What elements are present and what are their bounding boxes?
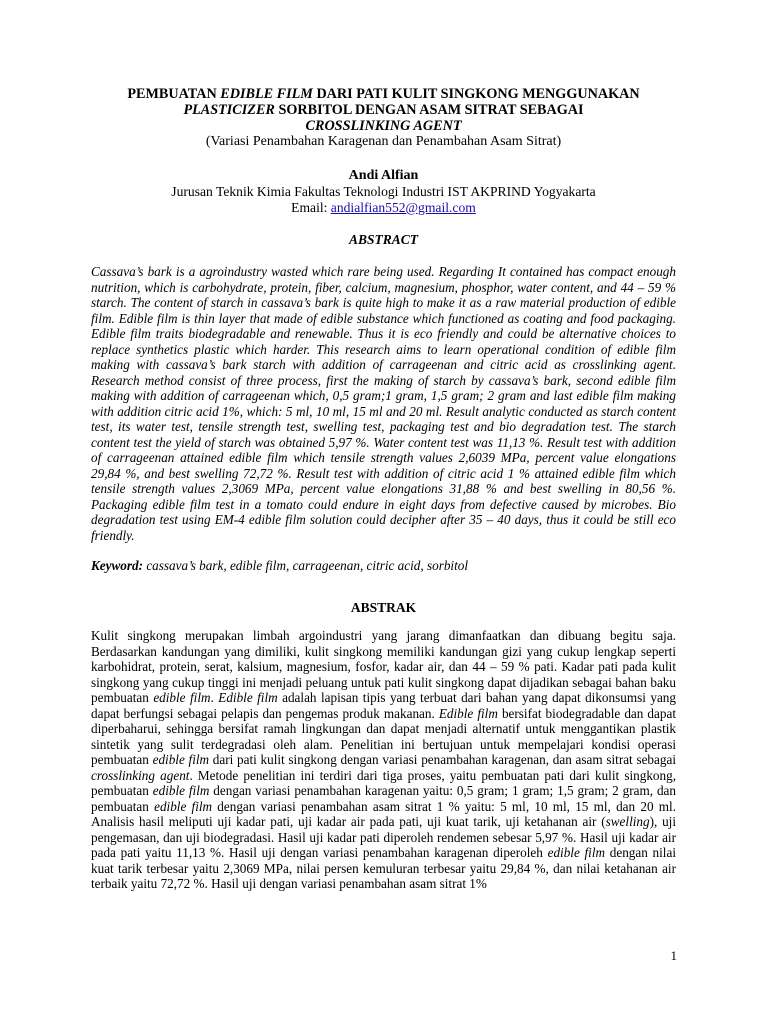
title-line-1: PEMBUATAN EDIBLE FILM DARI PATI KULIT SINGKONG MENGGUNAKAN [127,86,640,102]
abstrak-heading: ABSTRAK [350,600,417,615]
author-name: Andi Alfian [348,168,419,183]
email-link[interactable]: andialfian552@gmail.com [330,200,476,215]
keyword-label: Keyword: [91,558,144,573]
page-number: 1 [670,948,677,963]
abstrak-body: Kulit singkong merupakan limbah argoindustri yang jarang dimanfaatkan dan dibuang begitu saja. Berdasarkan kandungan yang dimiliki, kulit singkong memiliki kandungan gizi yang cukup lengkap seperti karbohidrat, protein, serat, kalsium, magnesium, fosfor, kadar air, dan 44 – 59 % pati. Kadar pati pada kulit singkong yang cukup tinggi ini menjadi peluang untuk pati kulit singkong dapat dijadikan sebagai bahan baku pembuatan edible film. Edible film adalah lapisan tipis yang terbuat dari bahan yang dapat dikonsumsi yang dapat berfungsi sebagai pelapis dan pengemas produk makanan. Edible film bersifat biodegradable dan dapat diperbaharui, sehingga bersifat ramah lingkungan dan dapat menjadi alternatif untuk menggantikan plastik sintetik yang sulit terdegradasi oleh alam. Penelitian ini bertujuan untuk mempelajari kondisi operasi pembuatan edible film dari pati kulit singkong dengan variasi penambahan karagenan, dan asam sitrat sebagai crosslinking agent. Metode penelitian ini terdiri dari tiga proses, yaitu pembuatan pati dari kulit singkong, pembuatan edible film dengan variasi penambahan karagenan yaitu: 0,5 gram; 1 gram; 1,5 gram; 2 gram, dan pembuatan edible film dengan variasi penambahan asam sitrat 1 % yaitu: 5 ml, 10 ml, 15 ml, dan 20 ml. Analisis hasil meliputi uji kadar pati, uji kadar air pada pati, uji kuat tarik, uji ketahanan air (swelling), uji pengemasan, dan uji biodegradasi. Hasil uji kadar pati diperoleh rendemen sebesar 5,97 %. Hasil uji kadar air pada pati yaitu 11,13 %. Hasil uji dengan variasi penambahan karagenan diperoleh edible film dengan nilai kuat tarik terbesar yaitu 2,3069 MPa, nilai persen kemuluran terbesar yaitu 29,84 %, dan nilai ketahanan air terbaik yaitu 72,72 %. Hasil uji dengan variasi penambahan asam sitrat 1% [91,628,677,891]
title-block [91,86,676,216]
title-line-3: CROSSLINKING AGENT [305,118,462,134]
keyword-list: cassava’s bark, edible film, carrageenan, citric acid, sorbitol [143,558,469,573]
author-email-line [91,200,676,216]
title-line-2: PLASTICIZER SORBITOL DENGAN ASAM SITRAT SEBAGAI [183,102,584,118]
keywords [91,558,676,574]
paper-page [91,86,676,892]
abstract-body: Cassava’s bark is a agroindustry wasted which rare being used. Regarding It contained has compact enough nutrition, which is carbohydrate, protein, fiber, calcium, magnesium, phosphor, water content, and 44 – 59 % starch. The content of starch in cassava’s bark is quite high to make it as a raw material production of edible film. Edible film is thin layer that made of edible substance which functioned as coating and food packaging. Edible film traits biodegradable and renewable. Thus it is eco friendly and could be alternative choices to replace synthetics plastic which harder. This research aims to learn operational condition of edible film making with cassava’s bark starch with addition of carrageenan and citric acid as crosslinking agent. Research method consist of three process, first the making of starch by cassava’s bark, second edible film making with addition of carrageenan which, 0,5 gram;1 gram, 1,5 gram; 2 gram and last edible film making with addition citric acid 1%, which: 5 ml, 10 ml, 15 ml and 20 ml. Result analytic conducted as starch content test, its water test, tensile strength test, swelling test, packaging test and bio degradation test. The starch content test the yield of starch was obtained 5,97 %. Water content test was 11,13 %. Result test with addition of carrageenan attained edible film which tensile strength values 2,6039 MPa, percent value elongations 29,84 %, and best swelling 72,72 %. Result test with addition of citric acid 1 % attained edible film which tensile strength values 2,3069 MPa, percent value elongations 31,88 % and best swelling in 80,56 %. Packaging edible film test in a tomato could endure in eight days from defective caused by microbes. Bio degradation test using EM-4 edible film solution could decipher after 35 – 40 days, thus it could be still eco friendly. [91,264,676,543]
email-label: Email: [291,200,331,215]
paper-subtitle: (Variasi Penambahan Karagenan dan Penambahan Asam Sitrat) [205,134,562,149]
abstract-heading: ABSTRACT [348,232,419,247]
author-affiliation: Jurusan Teknik Kimia Fakultas Teknologi Industri IST AKPRIND Yogyakarta [171,184,596,199]
